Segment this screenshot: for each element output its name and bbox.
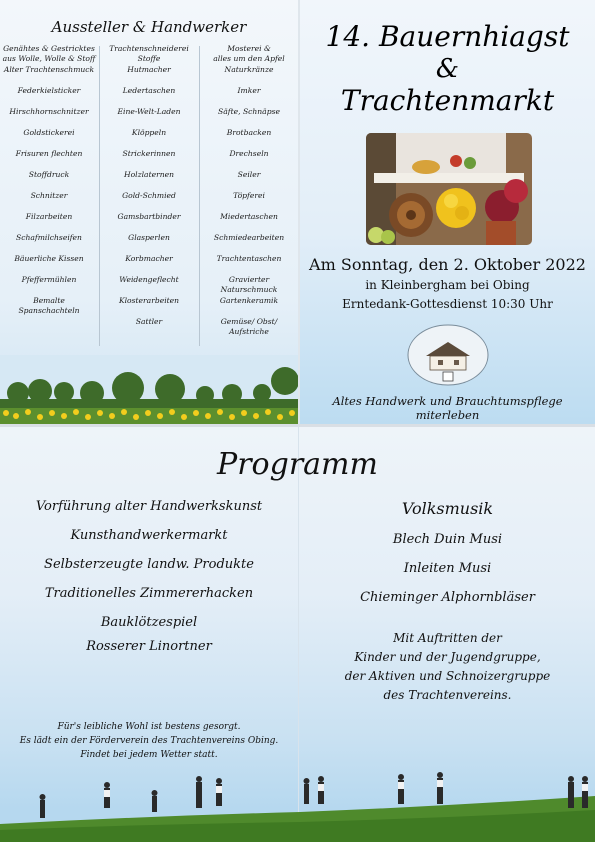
exhibitor-item: Frisuren flechten — [15, 149, 83, 158]
exhibitor-item: Töpferei — [233, 191, 265, 200]
whipcrackers-meadow-image — [0, 766, 595, 842]
appearances-text — [300, 629, 595, 705]
music-item: Chieminger Alphornbläser — [360, 590, 535, 605]
exhibitor-item: Gravierter Naturschmuck — [220, 275, 278, 294]
program-item: Selbsterzeugte landw. Produkte — [44, 557, 254, 572]
footer-notes — [0, 720, 298, 762]
exhibitor-item: Gartenkeramik — [219, 296, 279, 305]
music-item: Inleiten Musi — [403, 561, 492, 576]
event-title-ampersand: & — [435, 54, 460, 84]
exhibitor-item: Bäuerliche Kissen — [14, 254, 84, 263]
exhibitor-item: Klöppeln — [131, 128, 167, 137]
obinger-logo — [400, 320, 496, 390]
exhibitors-title: Aussteller & Handwerker — [51, 18, 247, 36]
event-location: in Kleinbergham bei Obing — [365, 278, 530, 292]
music-list — [300, 497, 595, 617]
exhibitor-item: Holzlaternen — [123, 170, 175, 179]
event-title-line-3: Trachtenmarkt — [340, 84, 555, 117]
exhibitor-item: Naturkränze — [224, 65, 274, 74]
exhibitor-item: Imker — [237, 86, 261, 95]
exhibitor-item: Schafmilchseifen — [16, 233, 82, 242]
exhibitor-item: Säfte, Schnäpse — [218, 107, 280, 116]
exhibitor-item: Strickerinnen — [122, 149, 176, 158]
exhibitor-item: Eine-Welt-Laden — [117, 107, 181, 116]
program-item: Bauklötzespiel — [100, 615, 198, 630]
exhibitor-item: Korbmacher — [125, 254, 173, 263]
footer-note: Findet bei jedem Wetter statt. — [80, 750, 218, 760]
exhibitor-item: Schnitzer — [30, 191, 68, 200]
music-heading: Volksmusik — [401, 499, 494, 518]
exhibitor-column-2 — [100, 44, 198, 338]
exhibitor-item: Trachtenschneiderei Stoffe — [109, 44, 189, 63]
exhibitor-item: Federkielsticker — [17, 86, 81, 95]
exhibitor-item: Gemüse/ Obst/ Aufstriche — [220, 317, 278, 336]
exhibitor-item: Schmiedearbeiten — [213, 233, 285, 242]
music-item: Blech Duin Musi — [392, 532, 503, 547]
market-photo — [366, 133, 532, 245]
exhibitor-item: Genähtes & Gestricktes aus Wolle, Wolle & Stoff — [2, 44, 96, 63]
exhibitor-item: Goldstickerei — [23, 128, 75, 137]
exhibitor-item: Glasperlen — [128, 233, 170, 242]
exhibitor-item: Bemalte Spanschachteln — [18, 296, 80, 315]
event-motto: Altes Handwerk und Brauchtumspflege miterleben — [332, 394, 563, 422]
exhibitor-item: Seiler — [237, 170, 261, 179]
exhibitor-item: Gamsbartbinder — [117, 212, 181, 221]
exhibitor-column-3 — [200, 44, 298, 338]
program-item: Vorführung alter Handwerkskunst — [35, 499, 263, 514]
exhibitor-item: Weidengeflecht — [119, 275, 179, 284]
exhibitor-item: Miedertaschen — [220, 212, 278, 221]
exhibitor-item: Filzarbeiten — [25, 212, 73, 221]
appearances-line: der Aktiven und Schnoizergruppe — [344, 669, 551, 683]
exhibitor-item: Gold-Schmied — [122, 191, 176, 200]
event-date: Am Sonntag, den 2. Oktober 2022 — [309, 255, 586, 274]
exhibitor-item: Drechseln — [229, 149, 269, 158]
exhibitor-item: Alter Trachtenschmuck — [3, 65, 95, 74]
program-item: Kunsthandwerkermarkt — [70, 528, 228, 543]
exhibitor-item: Mosterei & alles um den Apfel — [213, 44, 285, 63]
exhibitor-item: Klosterarbeiten — [118, 296, 180, 305]
appearances-line: Mit Auftritten der — [393, 631, 502, 645]
footer-note: Für's leibliche Wohl ist bestens gesorgt. — [57, 722, 241, 732]
footer-note: Es lädt ein der Förderverein des Trachtenvereins Obing. — [19, 736, 279, 746]
exhibitor-item: Stoffdruck — [28, 170, 70, 179]
sunflower-field-image — [0, 355, 298, 424]
exhibitor-item: Hirschhornschnitzer — [9, 107, 89, 116]
exhibitor-item: Sattler — [135, 317, 163, 326]
appearances-line: Kinder und der Jugendgruppe, — [354, 650, 541, 664]
event-title-line-1: 14. Bauernhiagst — [325, 20, 570, 53]
exhibitor-column-1 — [0, 44, 98, 317]
exhibitor-item: Trachtentaschen — [216, 254, 282, 263]
exhibitor-item: Pfeffermühlen — [21, 275, 77, 284]
exhibitor-item: Brotbacken — [226, 128, 272, 137]
exhibitor-item: Ledertaschen — [122, 86, 176, 95]
program-activities-list — [0, 497, 298, 666]
program-item: Traditionelles Zimmererhacken — [44, 586, 254, 601]
exhibitor-item: Hutmacher — [127, 65, 171, 74]
program-title: Programm — [217, 447, 378, 482]
appearances-line: des Trachtenvereins. — [383, 688, 512, 702]
church-service-time: Erntedank-Gottesdienst 10:30 Uhr — [342, 297, 553, 311]
program-item: Rosserer Linortner — [86, 639, 212, 654]
